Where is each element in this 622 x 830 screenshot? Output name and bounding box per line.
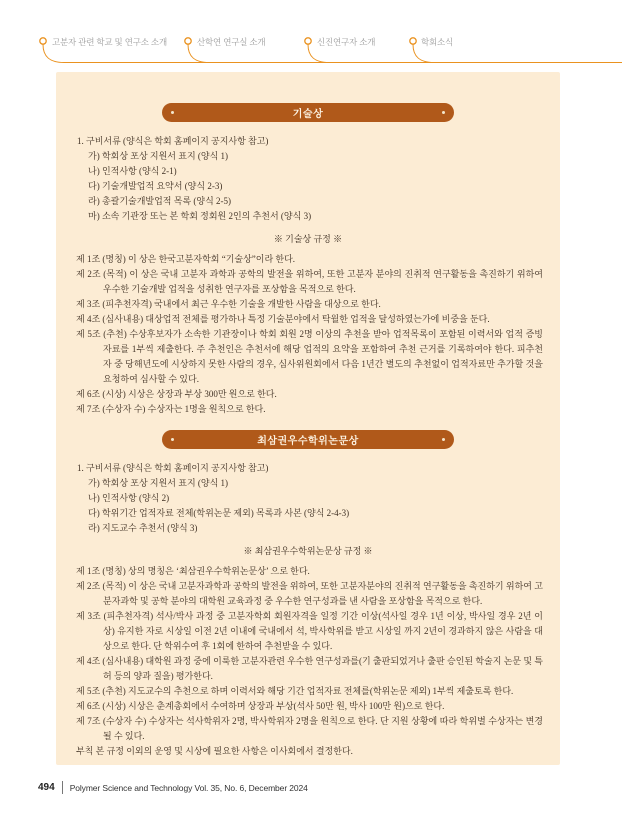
rule-article: 제 5조 (추천) 지도교수의 추천으로 하며 이력서와 해당 기간 업적자료 전체를(학위논문 제외) 1부씩 제출토록 한다.	[76, 686, 514, 696]
tab-marker-icon	[305, 38, 311, 44]
rule-article: 제 1조 (명칭) 이 상은 한국고분자학회 “기술상”이라 한다.	[76, 254, 296, 264]
rule-article: 제 2조 (목적) 이 상은 국내 고분자 과학과 공학의 발전을 위하여, 또한 고분자 분야의 진취적 연구활동을 촉진하기 위하여 우수한 기술개발 업적을 성취한 연구자를 포상함을 목적으로 한다.	[76, 269, 543, 294]
checklist-heading: 1. 구비서류 (양식은 학회 홈페이지 공지사항 참고)	[77, 136, 269, 146]
rule-article: 제 1조 (명칭) 상의 명칭은 ‘최삼권우수학위논문상’ 으로 한다.	[76, 566, 310, 576]
checklist-item: 나) 인적사항 (양식 2)	[88, 493, 170, 503]
checklist-item: 라) 지도교수 추천서 (양식 3)	[88, 523, 198, 533]
section-header-thesis-award	[162, 430, 454, 449]
page-footer	[38, 781, 308, 794]
tab-industry-academia-lab-intro: 산학연 연구실 소개	[197, 37, 266, 47]
tab-society-news: 학회소식	[421, 37, 454, 47]
rule-article: 제 4조 (심사내용) 대상업적 전체를 평가하나 특정 기술분야에서 탁월한 업적을 달성하였는가에 비중을 둔다.	[76, 314, 490, 324]
rule-article: 제 2조 (목적) 이 상은 국내 고분자과학과 공학의 발전을 위하여, 또한 고분자분야의 진취적 연구활동을 촉진하기 위하여 고분자과학 및 공학 분야의 대학원 교육과정 중 우수한 연구성과를 낸 사람을 포상함을 목적으로 한다.	[76, 581, 543, 606]
award-regulations-panel	[56, 72, 560, 765]
checklist-item: 나) 인적사항 (양식 2-1)	[88, 166, 177, 176]
tab-new-researcher-intro: 신진연구자 소개	[317, 37, 376, 47]
rule-article: 제 4조 (심사내용) 대학원 과정 중에 이룩한 고분자관련 우수한 연구성과를(기 출판되었거나 출판 승인된 학술지 논문 및 특허 등의 양과 질을) 평가한다.	[76, 656, 543, 681]
checklist-item: 마) 소속 기관장 또는 본 학회 정회원 2인의 추천서 (양식 3)	[88, 211, 312, 221]
section-title: 기술상	[292, 109, 324, 120]
rules-heading: ※ 기술상 규정 ※	[273, 234, 343, 244]
rule-article: 제 3조 (피추천자격) 석사/박사 과정 중 고분자학회 회원자격을 일정 기간 이상(석사일 경우 1년 이상, 박사일 경우 2년 이상) 유지한 자로 시상일 이전 2년 이내에 국내에서 석, 박사학위를 받고 시상일 까지 2년이 경과하지 않은 사람을 대상으로 한다. 단 학위수여 후 1회에 한하여 추천받을 수 있다.	[76, 611, 543, 651]
pill-dot-icon	[171, 111, 174, 114]
checklist-item: 라) 총괄기술개발업적 목록 (양식 2-5)	[88, 196, 232, 206]
rule-article: 제 3조 (피추천자격) 국내에서 최근 우수한 기술을 개발한 사람을 대상으로 한다.	[76, 299, 381, 309]
journal-title-line: Polymer Science and Technology Vol. 35, No. 6, December 2024	[69, 782, 308, 793]
rule-addendum: 부칙 본 규정 이외의 운영 및 시상에 필요한 사항은 이사회에서 결정한다.	[76, 746, 353, 756]
rule-article: 제 5조 (추천) 수상후보자가 소속한 기관장이나 학회 회원 2명 이상의 추천을 받아 업적목록이 포함된 이력서와 업적 증빙 자료를 1부씩 제출한다. 주 추천인은 추천서에 해당 업적의 요약을 포함하여 추천 근거를 기록하여야 한다. 피추천자 중 당해년도에 시상하지 못한 사람의 경우, 심사위원회에서 다음 1년간 별도의 추천없이 업적자료만 추가할 것을 요청하여 심사할 수 있다.	[76, 329, 543, 384]
section-title: 최삼권우수학위논문상	[257, 436, 359, 447]
rule-article: 제 7조 (수상자 수) 수상자는 1명을 원칙으로 한다.	[76, 404, 266, 414]
tab-school-institute-intro: 고분자 관련 학교 및 연구소 소개	[52, 37, 167, 47]
rule-article: 제 6조 (시상) 시상은 상장과 부상 300만 원으로 한다.	[76, 389, 277, 399]
footer-divider	[62, 781, 63, 794]
checklist-heading: 1. 구비서류 (양식은 학회 홈페이지 공지사항 참고)	[77, 463, 269, 473]
checklist-item: 다) 기술개발업적 요약서 (양식 2-3)	[88, 181, 223, 191]
pill-dot-icon	[171, 438, 174, 441]
checklist-item: 가) 학회상 포상 지원서 표지 (양식 1)	[88, 151, 229, 161]
section-header-technology-award	[162, 103, 454, 122]
page-number: 494	[38, 782, 55, 793]
tab-marker-icon	[410, 38, 416, 44]
rule-article: 제 7조 (수상자 수) 수상자는 석사학위자 2명, 박사학위자 2명을 원칙으로 한다. 단 지원 상황에 따라 학위별 수상자는 변경될 수 있다.	[76, 716, 543, 741]
checklist-item: 다) 학위기간 업적자료 전체(학위논문 제외) 목록과 사본 (양식 2-4-3)	[88, 508, 350, 518]
tab-marker-icon	[185, 38, 191, 44]
rule-article: 제 6조 (시상) 시상은 춘계총회에서 수여하며 상장과 부상(석사 50만 원, 박사 100만 원)으로 한다.	[76, 701, 445, 711]
tab-marker-icon	[40, 38, 46, 44]
tab-connector-graphic	[0, 0, 622, 70]
pill-dot-icon	[442, 111, 445, 114]
checklist-item: 가) 학회상 포상 지원서 표지 (양식 1)	[88, 478, 229, 488]
rules-heading: ※ 최삼권우수학위논문상 규정 ※	[243, 546, 373, 556]
pill-dot-icon	[442, 438, 445, 441]
